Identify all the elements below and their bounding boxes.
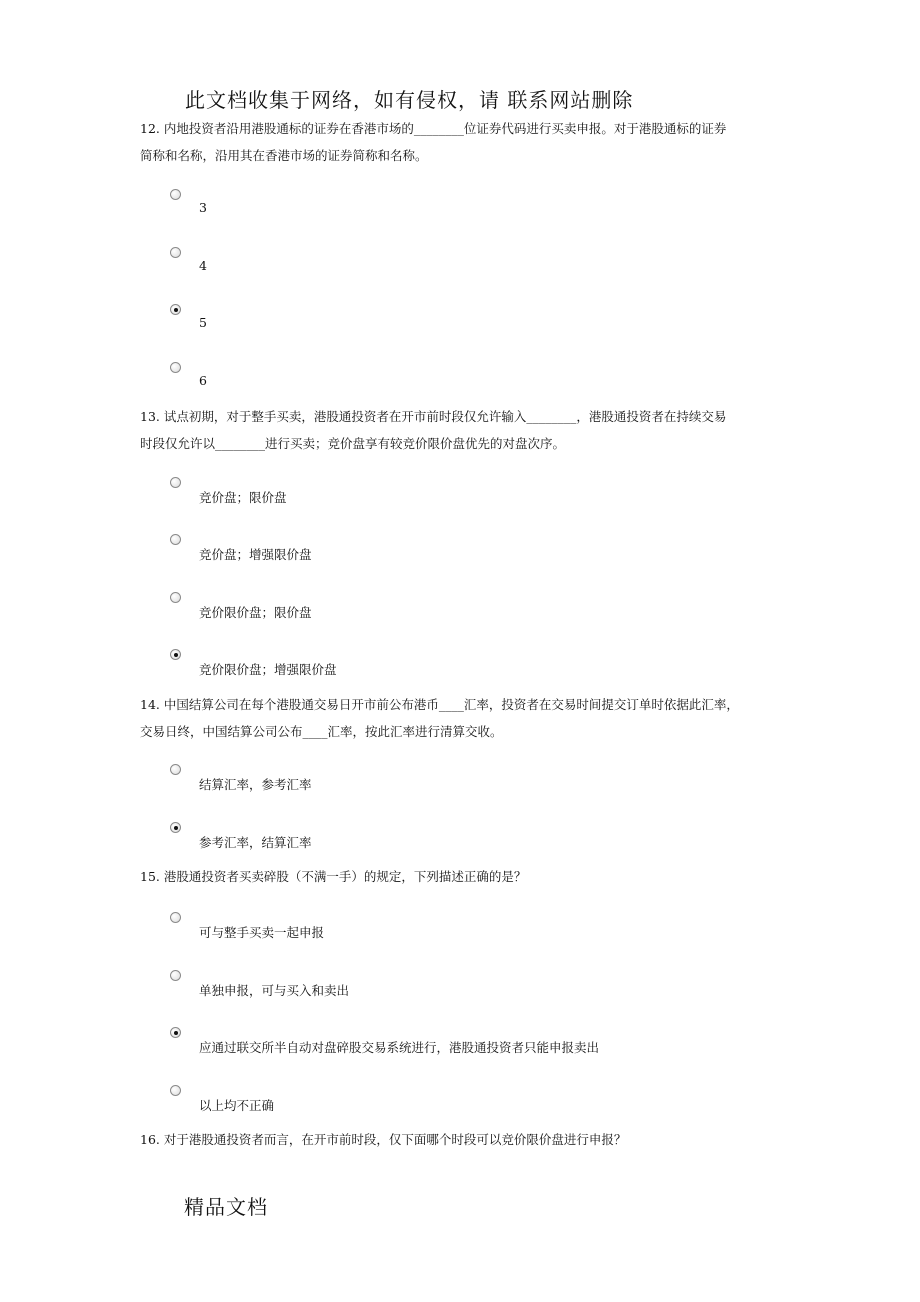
question-text-line: 交易日终，中国结算公司公布____汇率，按此汇率进行清算交收。 (140, 724, 503, 739)
question-16 (140, 1126, 790, 1153)
radio-button[interactable] (170, 1085, 181, 1096)
radio-button[interactable] (170, 362, 181, 373)
radio-button[interactable] (170, 189, 181, 200)
radio-button[interactable] (170, 764, 181, 775)
option-label: 应通过联交所半自动对盘碎股交易系统进行，港股通投资者只能申报卖出 (199, 1040, 600, 1055)
option-label: 竞价限价盘；增强限价盘 (199, 662, 337, 677)
option-label: 4 (199, 258, 207, 273)
question-13 (140, 403, 790, 457)
question-12 (140, 115, 790, 169)
option-label: 3 (199, 200, 207, 215)
option-label: 6 (199, 373, 207, 388)
option-label: 可与整手买卖一起申报 (199, 925, 325, 940)
watermark-header: 此文档收集于网络，如有侵权，请 联系网站删除 (185, 88, 634, 112)
radio-button[interactable] (170, 247, 181, 258)
radio-button[interactable] (170, 477, 181, 488)
option-label: 参考汇率，结算汇率 (199, 835, 312, 850)
question-text-line: 时段仅允许以________进行买卖；竞价盘享有较竞价限价盘优先的对盘次序。 (140, 436, 566, 451)
radio-button-checked[interactable] (170, 1027, 181, 1038)
option-label: 单独申报，可与买入和卖出 (199, 983, 350, 998)
radio-button[interactable] (170, 534, 181, 545)
question-text-line: 15. 港股通投资者买卖碎股（不满一手）的规定，下列描述正确的是？ (140, 869, 527, 884)
option-label: 竞价限价盘；限价盘 (199, 605, 312, 620)
option-label: 5 (199, 315, 207, 330)
question-14 (140, 691, 790, 745)
option-label: 结算汇率，参考汇率 (199, 777, 312, 792)
radio-button-checked[interactable] (170, 304, 181, 315)
option-label: 竞价盘；限价盘 (199, 490, 287, 505)
option-label: 以上均不正确 (199, 1098, 275, 1113)
question-text-line: 12. 内地投资者沿用港股通标的证券在香港市场的________位证券代码进行买卖申报。对于港股通标的证券 (140, 121, 727, 136)
radio-button[interactable] (170, 912, 181, 923)
watermark-footer: 精品文档 (184, 1195, 268, 1219)
option-label: 竞价盘；增强限价盘 (199, 547, 312, 562)
radio-button[interactable] (170, 592, 181, 603)
radio-button[interactable] (170, 970, 181, 981)
radio-button-checked[interactable] (170, 649, 181, 660)
question-text-line: 简称和名称，沿用其在香港市场的证券简称和名称。 (140, 148, 428, 163)
question-text-line: 16. 对于港股通投资者而言，在开市前时段，仅下面哪个时段可以竞价限价盘进行申报？ (140, 1132, 627, 1147)
question-text-line: 13. 试点初期，对于整手买卖，港股通投资者在开市前时段仅允许输入________，港股通投资者在持续交易 (140, 409, 727, 424)
question-text-line: 14. 中国结算公司在每个港股通交易日开市前公布港币____汇率，投资者在交易时间提交订单时依据此汇率， (140, 697, 739, 712)
radio-button-checked[interactable] (170, 822, 181, 833)
question-15 (140, 863, 790, 890)
